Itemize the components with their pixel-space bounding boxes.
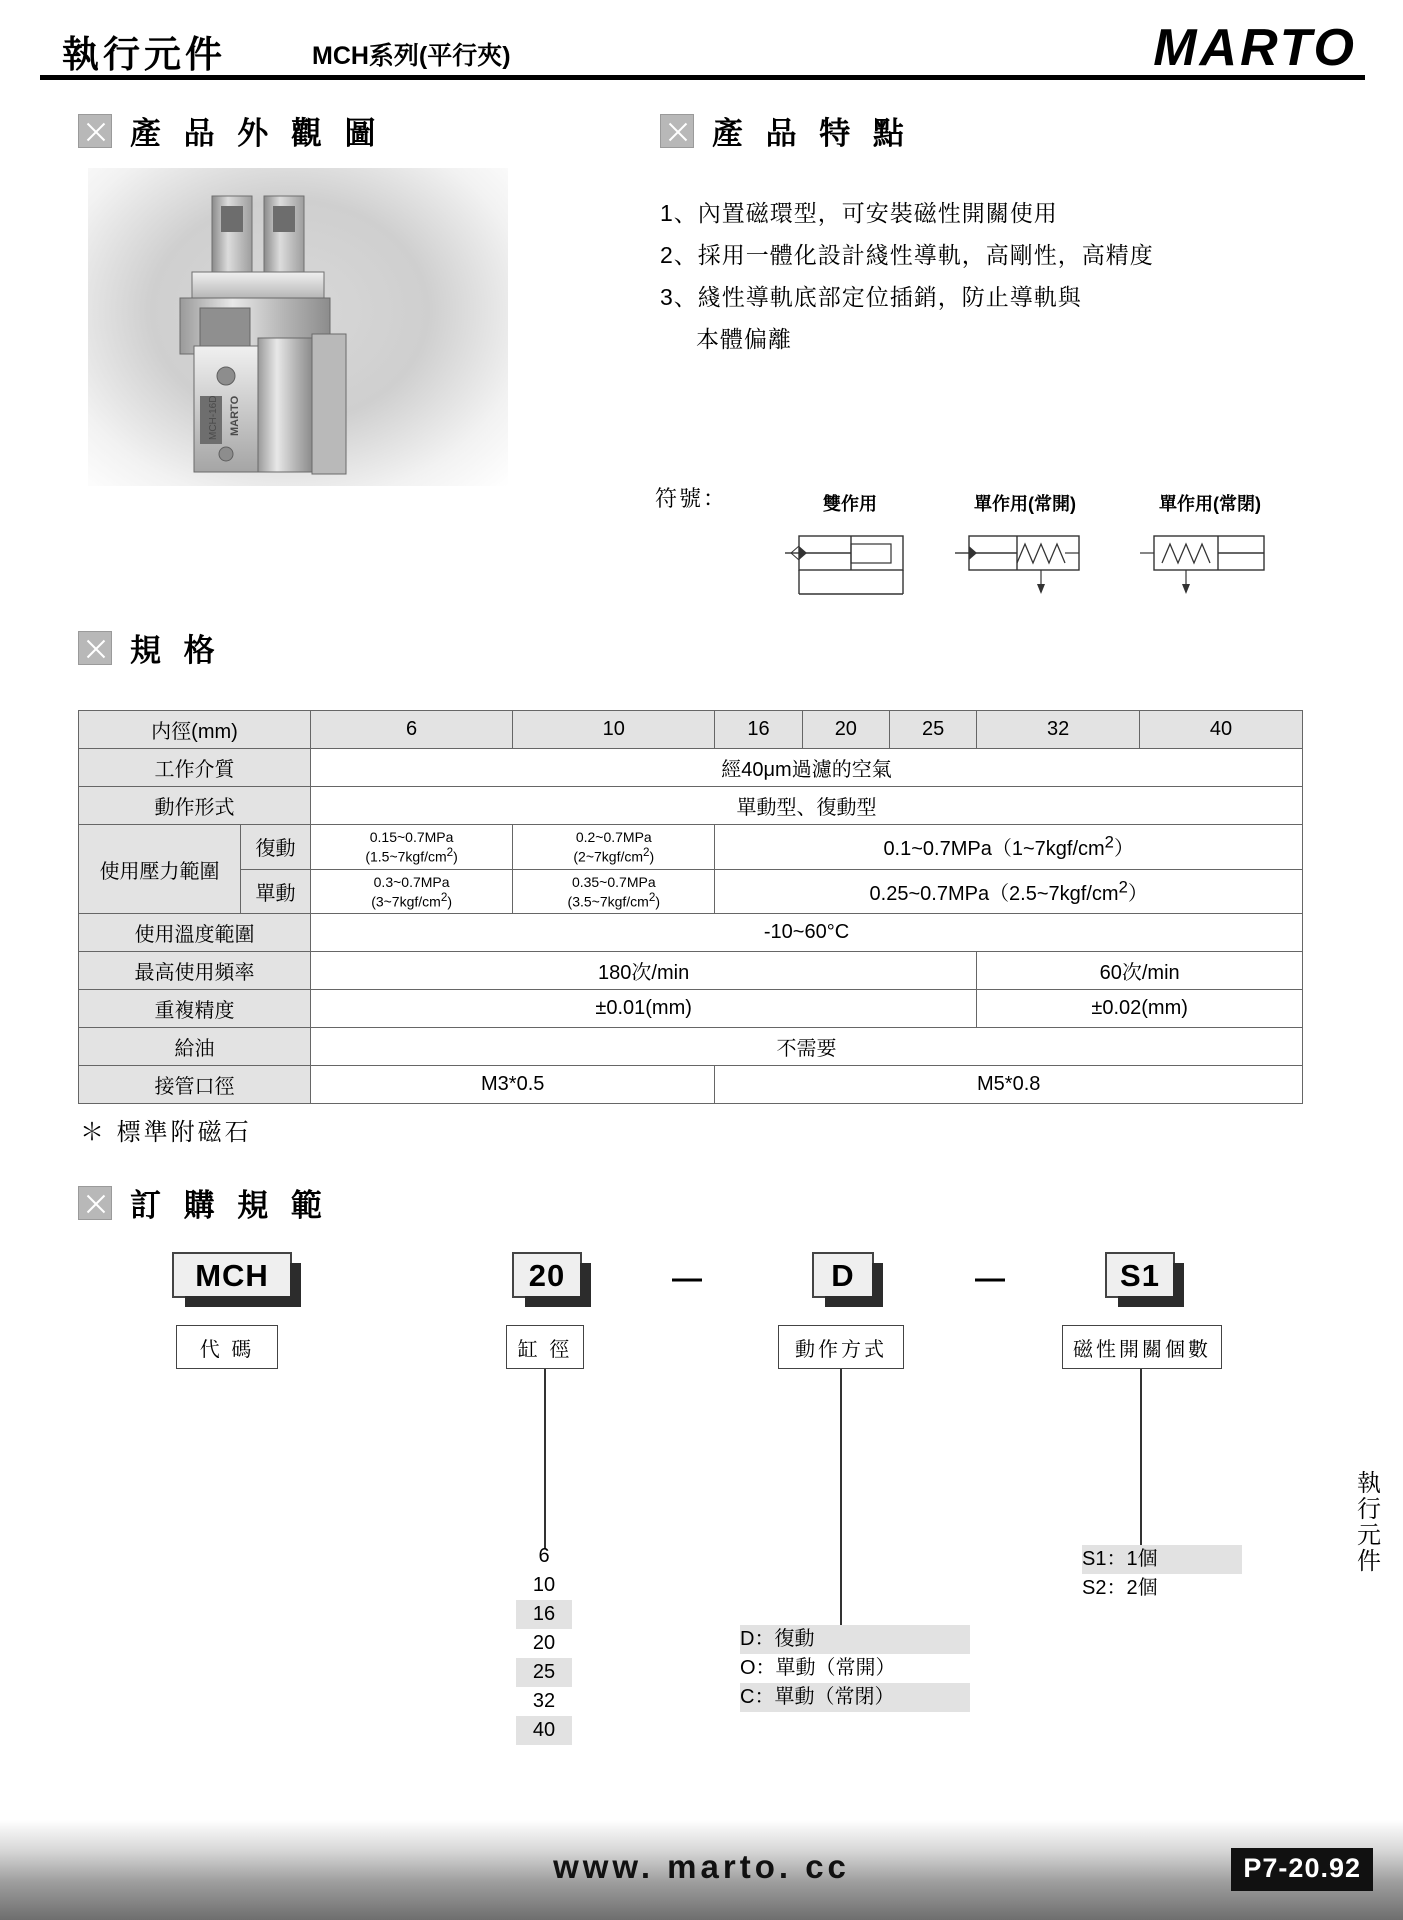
section-heading-spec [78,625,222,670]
symbol-caption: 雙作用 [823,494,877,514]
specification-table [78,710,1303,1104]
symbol-caption: 單作用(常開) [974,494,1076,514]
table-row [79,711,1303,749]
feature-item: 3、綫性導軌底部定位插銷，防止導軌與 [660,284,1082,310]
spec-bore: 20 [802,711,889,749]
option-item: S1：1個 [1082,1545,1242,1574]
option-item: C：單動（常閉） [740,1683,970,1712]
spec-note: ＊ 標準附磁石 [80,1119,252,1146]
spec-value: 60次/min [977,952,1303,990]
spec-label: 工作介質 [79,749,311,787]
table-row [79,1066,1303,1104]
option-item: O：單動（常開） [740,1657,896,1679]
order-desc-switch: 磁性開關個數 [1062,1325,1222,1369]
feature-list [660,192,1320,360]
table-row [79,1028,1303,1066]
svg-text:MARTO: MARTO [229,395,241,436]
option-item: D：復動 [740,1625,970,1654]
order-bore-options [516,1542,572,1745]
header-title: 執行元件 [62,34,226,75]
bullet-x-icon [78,114,112,148]
spec-bore: 25 [889,711,976,749]
bullet-x-icon [78,631,112,665]
symbol-section-label: 符號： [655,486,728,511]
spec-value: M3*0.5 [311,1066,715,1104]
spec-value: ±0.01(mm) [311,990,977,1028]
footer-website[interactable]: www. marto. cc [553,1848,850,1885]
header-subtitle: MCH系列(平行夾) [312,42,511,70]
spec-value: $0.25\sim 0.7MPa(2.5\sim 7kgf/cm^2)$ [715,869,1303,914]
bullet-x-icon [78,1186,112,1220]
option-item: S2：2個 [1082,1577,1158,1599]
option-item: 20 [532,1632,556,1654]
bullet-x-icon [660,114,694,148]
brand-logo: MARTO [1153,19,1357,77]
page-header [40,18,1365,80]
section-heading-appearance [78,108,382,153]
product-photo [88,168,508,486]
connector-line-switch [1140,1369,1142,1554]
table-row [79,914,1303,952]
option-item: 40 [516,1716,572,1745]
order-dash: — [975,1262,1005,1295]
spec-label: 接管口徑 [79,1066,311,1104]
order-desc-series: 代 碼 [176,1325,278,1369]
spec-value: 0.35~0.7MPa $(3.5\sim 7kgf/cm^2)$ [513,869,715,914]
spec-label: 最高使用頻率 [79,952,311,990]
symbol-diagram [785,522,915,602]
section-label-spec: 規 格 [130,633,222,668]
spec-label: 内徑(mm) [79,711,311,749]
option-item: 32 [532,1690,556,1712]
table-row [79,990,1303,1028]
table-row [79,825,1303,870]
spec-value: 0.2~0.7MPa $(2\sim 7kgf/cm^2)$ [513,825,715,870]
svg-text:MCH-16D: MCH-16D [208,395,219,440]
table-row [79,952,1303,990]
order-desc-bore: 缸 徑 [506,1325,584,1369]
spec-value: -10~60°C [311,914,1303,952]
option-item: 10 [532,1574,556,1596]
side-tab-text: 執行元件 [1352,1470,1380,1574]
section-heading-features [660,108,911,153]
order-code-action: D [812,1252,874,1298]
spec-value: 單動型、復動型 [311,787,1303,825]
section-label-order: 訂 購 規 範 [130,1188,329,1223]
order-code-switch: S1 [1105,1252,1175,1298]
table-row [79,749,1303,787]
option-item: 6 [538,1545,550,1567]
spec-value: $0.1\sim 0.7MPa(1\sim 7kgf/cm^2)$ [715,825,1303,870]
connector-line-action [840,1369,842,1649]
symbol-caption: 單作用(常閉) [1159,494,1261,514]
spec-sublabel: 單動 [241,869,311,914]
spec-value: 180次/min [311,952,977,990]
symbol-double-acting [785,490,915,602]
spec-bore: 6 [311,711,513,749]
spec-bore: 10 [513,711,715,749]
side-tab-label [1347,1470,1385,1585]
section-label-features: 產 品 特 點 [712,116,911,151]
feature-item: 2、採用一體化設計綫性導軌，高剛性，高精度 [660,242,1154,268]
table-row [79,787,1303,825]
spec-bore: 32 [977,711,1140,749]
symbol-single-acting-nc [1140,490,1280,602]
spec-label: 使用壓力範圍 [79,825,241,914]
feature-item: 1、內置磁環型，可安裝磁性開關使用 [660,200,1058,226]
connector-line-bore [544,1369,546,1549]
symbol-diagram [955,522,1095,602]
order-action-options [740,1625,970,1712]
spec-value: 0.15~0.7MPa $(1.5\sim 7kgf/cm^2)$ [311,825,513,870]
order-code-bore: 20 [512,1252,582,1298]
spec-value: 不需要 [311,1028,1303,1066]
spec-bore: 16 [715,711,802,749]
order-dash: — [672,1262,702,1295]
section-label-appearance: 產 品 外 觀 圖 [130,116,383,151]
spec-label: 重複精度 [79,990,311,1028]
spec-label: 給油 [79,1028,311,1066]
option-item: 16 [516,1600,572,1629]
spec-value: 0.3~0.7MPa $(3\sim 7kgf/cm^2)$ [311,869,513,914]
spec-label: 動作形式 [79,787,311,825]
spec-sublabel: 復動 [241,825,311,870]
spec-value: ±0.02(mm) [977,990,1303,1028]
spec-label: 使用溫度範圍 [79,914,311,952]
order-switch-options [1082,1545,1242,1603]
footer-page-number: P7-20.92 [1231,1848,1373,1891]
gripper-illustration [88,168,508,486]
symbol-single-acting-no [955,490,1095,602]
feature-item: 本體偏離 [696,326,792,352]
page-footer [0,1820,1403,1920]
spec-bore: 40 [1139,711,1302,749]
spec-value: 經40μm過濾的空氣 [311,749,1303,787]
order-desc-action: 動作方式 [778,1325,904,1369]
spec-value: M5*0.8 [715,1066,1303,1104]
option-item: 25 [516,1658,572,1687]
table-row [79,869,1303,914]
symbol-diagram [1140,522,1280,602]
order-code-series: MCH [172,1252,292,1298]
section-heading-order [78,1180,329,1225]
